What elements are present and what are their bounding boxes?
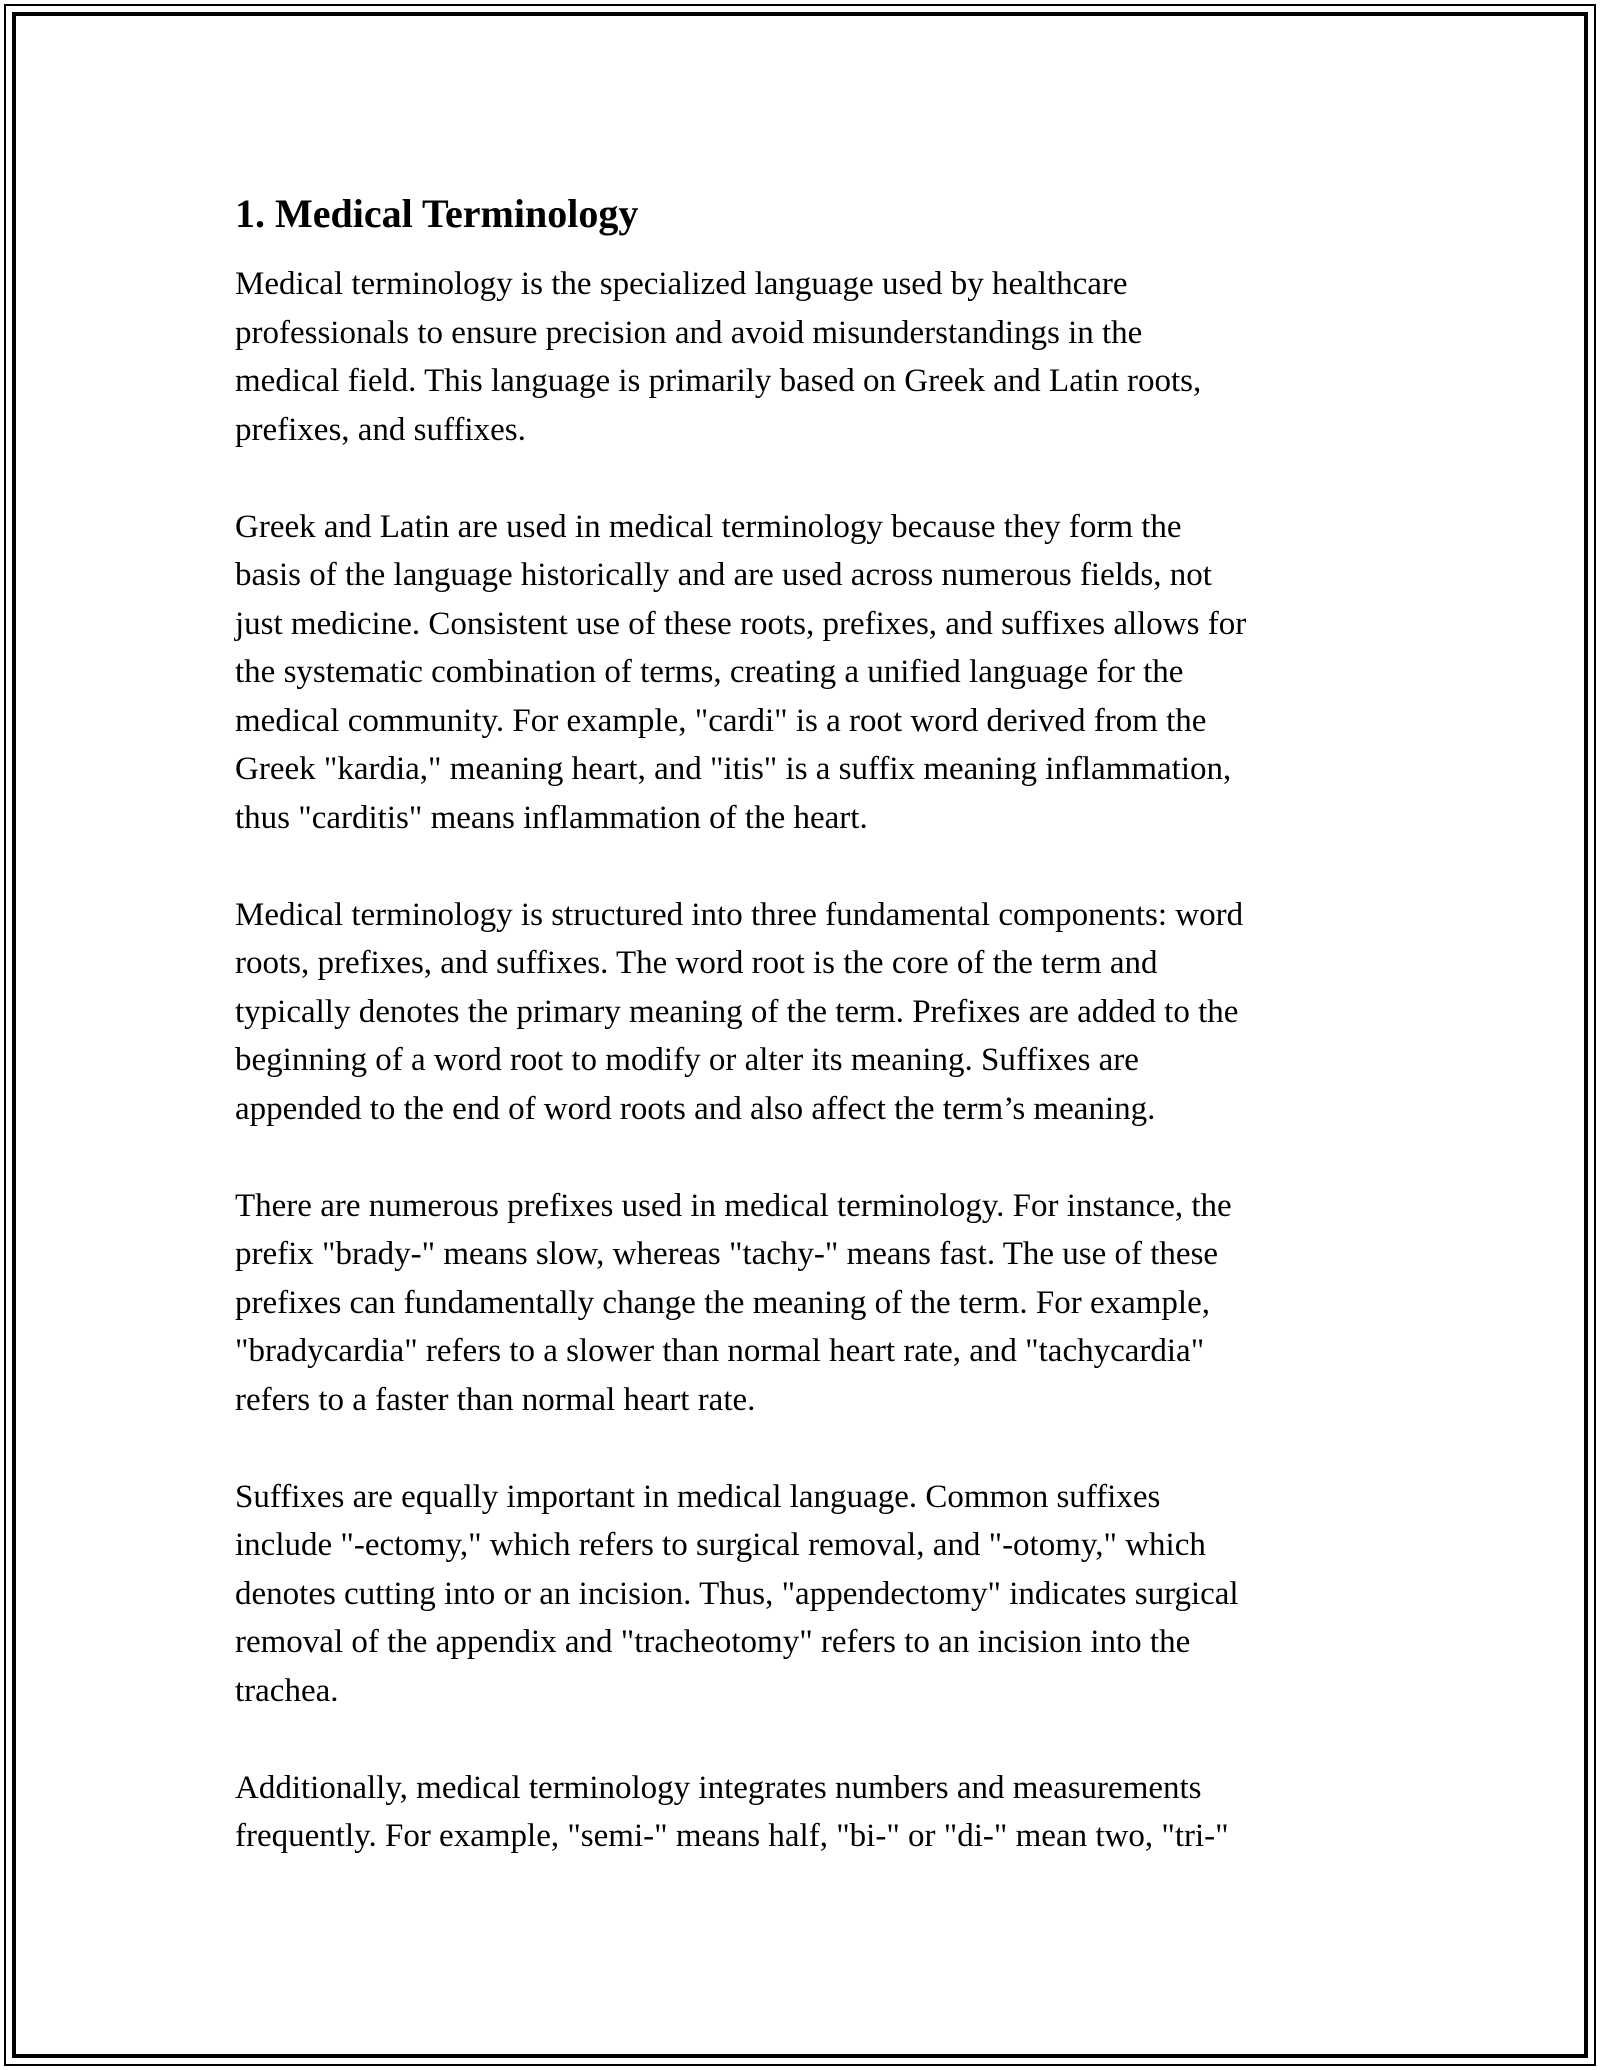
text-line: Suffixes are equally important in medical language. Common suffixes [235,1478,1161,1515]
text-line: appended to the end of word roots and also affect the term’s meaning. [235,1090,1156,1127]
section-heading: 1. Medical Terminology [235,191,639,236]
document-content [235,186,1385,1909]
text-line: Medical terminology is the specialized language used by healthcare [235,266,1128,302]
text-line: the systematic combination of terms, creating a unified language for the [235,654,1184,690]
text-line: trachea. [235,1672,339,1709]
paragraph-3 [235,891,1385,1134]
text-line: There are numerous prefixes used in medical terminology. For instance, the [235,1187,1232,1224]
text-line: medical field. This language is primarily based on Greek and Latin roots, [235,363,1202,399]
text-line: prefix "brady-" means slow, whereas "tachy-" means fast. The use of these [235,1236,1219,1272]
text-line: Greek "kardia," meaning heart, and "itis" is a suffix meaning inflammation, [235,751,1232,787]
text-line: denotes cutting into or an incision. Thus, "appendectomy" indicates surgical [235,1575,1239,1612]
text-line: prefixes can fundamentally change the meaning of the term. For example, [235,1284,1210,1321]
text-line: just medicine. Consistent use of these roots, prefixes, and suffixes allows for [235,605,1247,642]
text-line: basis of the language historically and are used across numerous fields, not [235,557,1212,593]
text-line: frequently. For example, "semi-" means half, "bi-" or "di-" mean two, "tri-" [235,1818,1229,1854]
text-line: include "-ectomy," which refers to surgical removal, and "-otomy," which [235,1527,1206,1563]
text-line: Greek and Latin are used in medical terminology because they form the [235,508,1182,545]
paragraph-1 [235,260,1385,454]
text-line: typically denotes the primary meaning of the term. Prefixes are added to the [235,993,1239,1030]
section-body [235,260,1385,1861]
text-line: professionals to ensure precision and avoid misunderstandings in the [235,314,1143,351]
text-line: prefixes, and suffixes. [235,411,526,448]
paragraph-2 [235,503,1385,843]
text-line: thus "carditis" means inflammation of the heart. [235,799,868,836]
text-line: beginning of a word root to modify or alter its meaning. Suffixes are [235,1042,1139,1078]
text-line: roots, prefixes, and suffixes. The word root is the core of the term and [235,945,1158,981]
text-line: Medical terminology is structured into three fundamental components: word [235,896,1244,933]
text-line: refers to a faster than normal heart rate. [235,1381,756,1418]
paragraph-6 [235,1764,1385,1861]
text-line: medical community. For example, "cardi" is a root word derived from the [235,702,1207,739]
paragraph-4 [235,1182,1385,1425]
text-line: Additionally, medical terminology integrates numbers and measurements [235,1769,1202,1806]
text-line: removal of the appendix and "tracheotomy" refers to an incision into the [235,1624,1191,1660]
text-line: "bradycardia" refers to a slower than normal heart rate, and "tachycardia" [235,1333,1205,1369]
paragraph-5 [235,1473,1385,1716]
